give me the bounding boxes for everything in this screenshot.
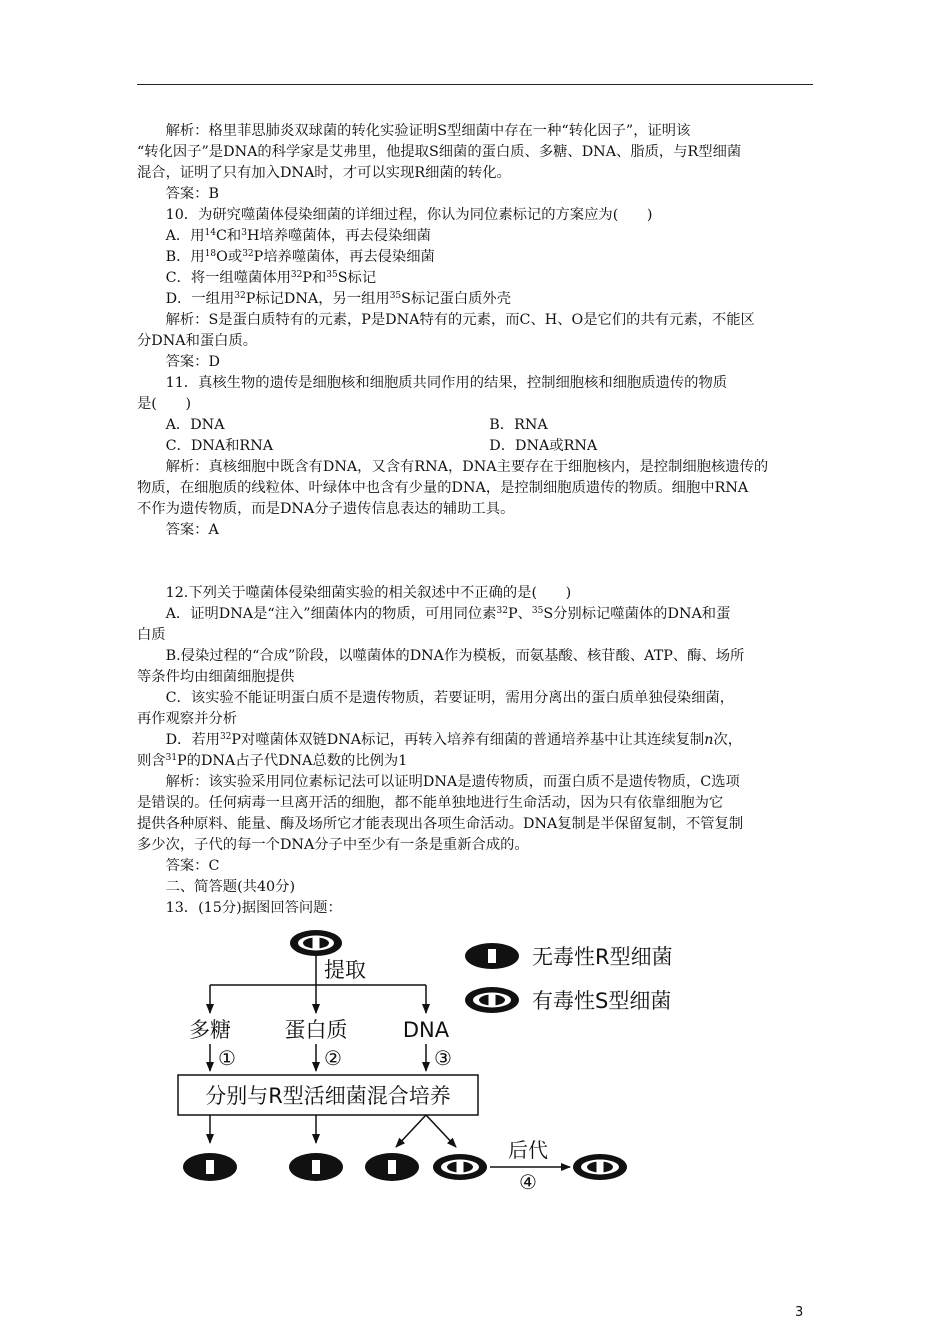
document-body [137,121,813,919]
q12-analysis-line-4: 多少次，子代的每一个DNA分子中至少有一条是重新合成的。 [137,837,529,853]
q12-stem: 12.下列关于噬菌体侵染细菌实验的相关叙述中不正确的是( ) [165,585,572,601]
result-arrow-3b [426,1115,456,1147]
q9-analysis-line-1: 解析：格里菲思肺炎双球菌的转化实验证明S型细菌中存在一种“转化因子”，证明该 [165,123,691,139]
dna-label: DNA [402,1018,450,1042]
offspring-label: 后代 [508,1138,548,1162]
q10-analysis-line-2: 分DNA和蛋白质。 [137,333,258,349]
q11-analysis-line-3: 不作为遗传物质，而是DNA分子遗传信息表达的辅助工具。 [137,501,515,517]
section-2-heading: 二、简答题(共40分) [165,879,296,895]
q9-answer: 答案：B [165,186,219,202]
q11-option-b: B．RNA [489,417,548,433]
q12-option-a-line-2: 白质 [137,627,166,643]
q10-option-b: B．用$^{18}$O或$^{32}$P培养噬菌体，再去侵染细菌 [165,249,435,265]
step-3-label: ③ [434,1046,452,1070]
s-type-bacterium-icon [290,930,342,956]
q12-analysis-line-1: 解析：该实验采用同位素标记法可以证明DNA是遗传物质，而蛋白质不是遗传物质，C选项 [165,774,740,790]
step-1-label: ① [218,1046,236,1070]
q12-answer: 答案：C [165,858,220,874]
q11-option-d: D．DNA或RNA [489,438,598,454]
q10-analysis-line-1: 解析：S是蛋白质特有的元素，P是DNA特有的元素，而C、H、O是它们的共有元素，不能区 [165,312,755,328]
q10-option-c: C．将一组噬菌体用$^{32}$P和$^{35}$S标记 [165,270,377,286]
q11-options-row-1 [137,415,813,436]
extract-label: 提取 [324,958,366,982]
legend-s-type-icon [465,987,519,1013]
q11-stem-line-1: 11．真核生物的遗传是细胞核和细胞质共同作用的结果，控制细胞核和细胞质遗传的物质 [165,375,728,391]
legend-s-type-label: 有毒性S型细菌 [532,989,672,1013]
mixing-box-label: 分别与R型活细菌混合培养 [205,1084,451,1108]
q12-option-c-line-1: C．该实验不能证明蛋白质不是遗传物质，若要证明，需用分离出的蛋白质单独侵染细菌， [165,690,735,706]
result-arrow-3a [396,1115,426,1147]
legend-r-type-label: 无毒性R型细菌 [532,945,673,969]
step-4-label: ④ [519,1170,537,1194]
page-number: 3 [795,1305,804,1320]
step-2-label: ② [324,1046,342,1070]
griffith-experiment-diagram [170,925,730,1195]
q12-analysis-line-3: 提供各种原料、能量、酶及场所它才能表现出各项生命活动。DNA复制是半保留复制，不管复制 [137,816,744,832]
header-rule [137,84,813,85]
q11-option-c: C．DNA和RNA [165,438,274,454]
q12-option-c-line-2: 再作观察并分析 [137,711,238,727]
q12-option-b-line-1: B.侵染过程的“合成”阶段，以噬菌体的DNA作为模板，而氨基酸、核苷酸、ATP、酶、场所 [165,648,745,664]
q10-answer: 答案：D [165,354,220,370]
r-type-bacterium-icon [365,1153,419,1181]
q10-stem: 10．为研究噬菌体侵染细菌的详细过程，你认为同位素标记的方案应为( ) [165,207,653,223]
q10-option-d: D．一组用$^{32}$P标记DNA，另一组用$^{35}$S标记蛋白质外壳 [165,291,512,307]
q12-option-b-line-2: 等条件均由细菌细胞提供 [137,669,295,685]
q11-answer: 答案：A [165,522,219,538]
spacer [137,541,813,583]
q9-analysis-line-3: 混合，证明了只有加入DNA时，才可以实现R细菌的转化。 [137,165,511,181]
q11-analysis-line-2: 物质，在细胞质的线粒体、叶绿体中也含有少量的DNA，是控制细胞质遗传的物质。细胞中RNA [137,480,749,496]
q11-stem-line-2: 是( ) [137,396,192,412]
polysaccharide-label: 多糖 [189,1018,231,1042]
s-type-bacterium-icon [433,1154,487,1180]
q13-stem: 13．(15分)据图回答问题： [165,900,342,916]
q12-option-a-line-1: A．证明DNA是“注入”细菌体内的物质，可用同位素$^{32}$P、$^{35}$S分别标记噬菌体的DNA和蛋 [165,606,731,622]
q11-options-row-2 [137,436,813,457]
protein-label: 蛋白质 [284,1018,348,1042]
s-type-bacterium-icon [573,1154,627,1180]
r-type-bacterium-icon [289,1153,343,1181]
q9-analysis-line-2: “转化因子”是DNA的科学家是艾弗里，他提取S细菌的蛋白质、多糖、DNA、脂质，与R型细菌 [137,144,742,160]
q11-option-a: A．DNA [165,417,225,433]
q12-option-d-line-1: D．若用$^{32}$P对噬菌体双链DNA标记，再转入培养有细菌的普通培养基中让其连续复制n次， [165,732,743,748]
q12-analysis-line-2: 是错误的。任何病毒一旦离开活的细胞，都不能单独地进行生命活动，因为只有依靠细胞为它 [137,795,724,811]
q11-analysis-line-1: 解析：真核细胞中既含有DNA，又含有RNA，DNA主要存在于细胞核内，是控制细胞核遗传的 [165,459,769,475]
q10-option-a: A．用$^{14}$C和$^3$H培养噬菌体，再去侵染细菌 [165,228,431,244]
q12-option-d-line-2: 则含$^{31}$P的DNA占子代DNA总数的比例为1 [137,753,408,769]
r-type-bacterium-icon [183,1153,237,1181]
legend-r-type-icon [465,943,519,969]
